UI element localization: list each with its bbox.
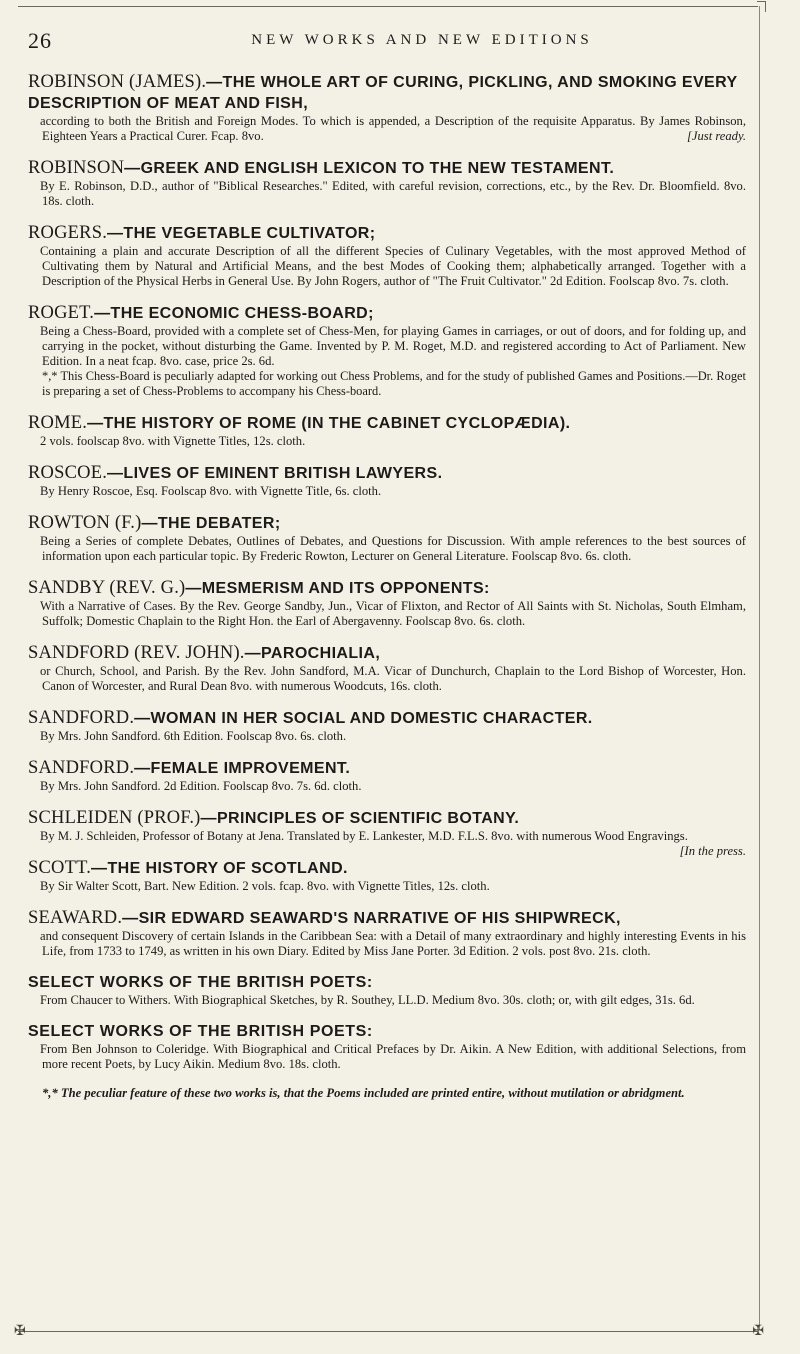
catalogue-entry xyxy=(28,303,746,399)
author-name: ROBINSON xyxy=(28,158,125,178)
work-title: —THE DEBATER; xyxy=(141,515,281,532)
description-text: From Ben Johnson to Coleridge. With Biographical and Critical Prefaces by Dr. Aikin. A New Edition, with additional Selections, from more recent Poets, by Lucy Aikin. Medium 8vo. 18s. cloth. xyxy=(40,1042,746,1071)
catalogue-entry xyxy=(28,72,746,144)
publication-status: [In the press. xyxy=(679,844,746,858)
author-name: SCOTT. xyxy=(28,858,92,878)
author-name: ROGERS. xyxy=(28,223,108,243)
entry-description xyxy=(28,729,746,744)
catalogue-entry xyxy=(28,973,746,1008)
entry-description xyxy=(28,993,746,1008)
footer-note: *,* The peculiar feature of these two works is, that the Poems included are printed entire, without mutilation or abridgment. xyxy=(42,1086,685,1100)
page-header xyxy=(28,26,746,66)
author-name: ROWTON (F.) xyxy=(28,513,142,533)
description-text: Being a Series of complete Debates, Outlines of Debates, and Questions for Discussion. With ample references to the best sources of information upon each particular topic. By Frederic Rowton, Lecturer on General Literature. Foolscap 8vo. 6s. cloth. xyxy=(40,534,746,563)
entry-heading xyxy=(28,303,746,324)
entry-heading xyxy=(28,1022,746,1042)
entry-description xyxy=(28,599,746,629)
description-text: From Chaucer to Withers. With Biographical Sketches, by R. Southey, LL.D. Medium 8vo. 30s. cloth; or, with gilt edges, 31s. 6d. xyxy=(40,993,695,1007)
entry-heading xyxy=(28,808,746,829)
running-head: NEW WORKS AND NEW EDITIONS xyxy=(251,32,593,48)
catalogue-entry xyxy=(28,513,746,564)
entry-heading xyxy=(28,578,746,599)
entry-heading xyxy=(28,513,746,534)
corner-flourish-left: ✠ xyxy=(14,1324,26,1339)
entry-heading xyxy=(28,413,746,434)
work-title: SELECT WORKS OF THE BRITISH POETS: xyxy=(28,974,373,991)
author-name: ROME. xyxy=(28,413,88,433)
catalogue-entry xyxy=(28,223,746,289)
entry-heading xyxy=(28,223,746,244)
work-title: —THE WHOLE ART OF CURING, PICKLING, AND SMOKING EVERY DESCRIPTION OF MEAT AND FISH, xyxy=(28,74,738,112)
description-text: according to both the British and Foreign Modes. To which is appended, a Description of the requisite Apparatus. By James Robinson, Eighteen Years a Practical Curer. Fcap. 8vo. xyxy=(40,114,746,143)
work-title: —WOMAN IN HER SOCIAL AND DOMESTIC CHARACTER. xyxy=(134,710,593,727)
entry-description xyxy=(28,779,746,794)
work-title: —MESMERISM AND ITS OPPONENTS: xyxy=(185,580,490,597)
catalogue-entry xyxy=(28,708,746,744)
description-text: Containing a plain and accurate Description of all the different Species of Culinary Vegetables, with the most approved Method of Cultivating them by Natural and Artificial Means, and the best Modes of Cooking them; alphabetically arranged. Together with a Description of the Physical Herbs in General Use. By John Rogers, author of "The Fruit Cultivator." 2d Edition. Foolscap 8vo. 7s. cloth. xyxy=(40,244,746,288)
entry-description xyxy=(28,179,746,209)
entry-heading xyxy=(28,463,746,484)
work-title: —PAROCHIALIA, xyxy=(244,645,381,662)
author-name: SCHLEIDEN (PROF.) xyxy=(28,808,201,828)
entry-description xyxy=(28,534,746,564)
entry-description xyxy=(28,1042,746,1072)
entry-description xyxy=(28,434,746,449)
entry-description xyxy=(28,879,746,894)
catalogue-entry xyxy=(28,758,746,794)
catalogue-entry xyxy=(28,463,746,499)
catalogue-entry xyxy=(28,643,746,694)
side-rule xyxy=(759,6,760,1330)
top-rule xyxy=(18,6,758,7)
entries-list xyxy=(28,72,746,1101)
entry-description xyxy=(28,829,746,858)
entry-description xyxy=(28,929,746,959)
catalogue-entry xyxy=(28,808,746,858)
author-name: ROSCOE. xyxy=(28,463,108,483)
description-text: and consequent Discovery of certain Islands in the Caribbean Sea: with a Detail of many extraordinary and highly interesting Events in his Life, from 1733 to 1749, as written in his own Diary. Edited by Miss Jane Porter. 3d Edition. 2 vols. post 8vo. 21s. cloth. xyxy=(40,929,746,958)
description-text: By M. J. Schleiden, Professor of Botany at Jena. Translated by E. Lankester, M.D. F.L.S. 8vo. with numerous Wood Engravings. xyxy=(40,829,688,843)
bottom-rule xyxy=(18,1331,758,1332)
entry-description xyxy=(28,324,746,369)
description-text: By Mrs. John Sandford. 6th Edition. Foolscap 8vo. 6s. cloth. xyxy=(40,729,347,743)
entry-heading xyxy=(28,158,746,179)
entry-description xyxy=(28,484,746,499)
author-name: ROGET. xyxy=(28,303,95,323)
entry-heading xyxy=(28,908,746,929)
work-title: —THE VEGETABLE CULTIVATOR; xyxy=(107,225,376,242)
work-title: —THE ECONOMIC CHESS-BOARD; xyxy=(94,305,374,322)
entry-heading xyxy=(28,72,746,114)
work-title: —GREEK AND ENGLISH LEXICON TO THE NEW TESTAMENT. xyxy=(124,160,615,177)
entry-note: *,* This Chess-Board is peculiarly adapted for working out Chess Problems, and for the study of published Games and Positions.—Dr. Roget is preparing a set of Chess-Problems to accompany his Chess-board. xyxy=(42,369,746,398)
description-text: By Henry Roscoe, Esq. Foolscap 8vo. with Vignette Title, 6s. cloth. xyxy=(40,484,382,498)
entry-description xyxy=(28,114,746,144)
description-text: With a Narrative of Cases. By the Rev. George Sandby, Jun., Vicar of Flixton, and Rector of All Saints with St. Nicholas, South Elmham, Suffolk; Domestic Chaplain to the Right Hon. the Earl of Abergavenny. Foolscap 8vo. 6s. cloth. xyxy=(40,599,746,628)
catalogue-entry xyxy=(28,413,746,449)
author-name: SANDFORD (REV. JOHN). xyxy=(28,643,245,663)
description-text: By Sir Walter Scott, Bart. New Edition. 2 vols. fcap. 8vo. with Vignette Titles, 12s. cloth. xyxy=(40,879,490,893)
corner-flourish-right: ✠ xyxy=(752,1324,764,1339)
catalogue-entry xyxy=(28,908,746,959)
description-text: or Church, School, and Parish. By the Rev. John Sandford, M.A. Vicar of Dunchurch, Chaplain to the Lord Bishop of Worcester, Hon. Canon of Worcester, and Rural Dean 8vo. with numerous Woodcuts, 16s. cloth. xyxy=(40,664,746,693)
work-title: —THE HISTORY OF SCOTLAND. xyxy=(91,860,348,877)
author-name: SANDBY (REV. G.) xyxy=(28,578,186,598)
description-text: 2 vols. foolscap 8vo. with Vignette Titles, 12s. cloth. xyxy=(40,434,306,448)
entry-heading xyxy=(28,643,746,664)
publication-status: [Just ready. xyxy=(687,129,746,143)
page-number: 26 xyxy=(28,28,52,53)
author-name: SANDFORD. xyxy=(28,758,135,778)
author-name: SEAWARD. xyxy=(28,908,123,928)
author-name: ROBINSON (JAMES). xyxy=(28,72,207,92)
author-name: SANDFORD. xyxy=(28,708,135,728)
entry-heading xyxy=(28,858,746,879)
work-title: —FEMALE IMPROVEMENT. xyxy=(134,760,351,777)
work-title: —SIR EDWARD SEAWARD'S NARRATIVE OF HIS SHIPWRECK, xyxy=(122,910,621,927)
catalogue-entry xyxy=(28,578,746,629)
catalogue-entry xyxy=(28,858,746,894)
entry-description xyxy=(28,244,746,289)
description-text: By E. Robinson, D.D., author of "Biblical Researches." Edited, with careful revision, corrections, etc., by the Rev. Dr. Bloomfield. 8vo. 18s. cloth. xyxy=(40,179,746,208)
work-title: —PRINCIPLES OF SCIENTIFIC BOTANY. xyxy=(200,810,520,827)
entry-heading xyxy=(28,973,746,993)
entry-heading xyxy=(28,758,746,779)
work-title: —THE HISTORY OF ROME (IN THE CABINET CYCLOPÆDIA). xyxy=(87,415,571,432)
description-text: Being a Chess-Board, provided with a complete set of Chess-Men, for playing Games in carriages, or out of doors, and for folding up, and carrying in the pocket, without disturbing the Game. Invented by P. M. Roget, M.D. and registered according to Act of Parliament. New Edition. In a neat fcap. 8vo. case, price 2s. 6d. xyxy=(40,324,746,368)
work-title: —LIVES OF EMINENT BRITISH LAWYERS. xyxy=(107,465,443,482)
work-title: SELECT WORKS OF THE BRITISH POETS: xyxy=(28,1023,373,1040)
entry-description xyxy=(28,664,746,694)
description-text: By Mrs. John Sandford. 2d Edition. Foolscap 8vo. 7s. 6d. cloth. xyxy=(40,779,362,793)
entry-heading xyxy=(28,708,746,729)
catalogue-entry xyxy=(28,158,746,209)
catalogue-entry xyxy=(28,1022,746,1072)
